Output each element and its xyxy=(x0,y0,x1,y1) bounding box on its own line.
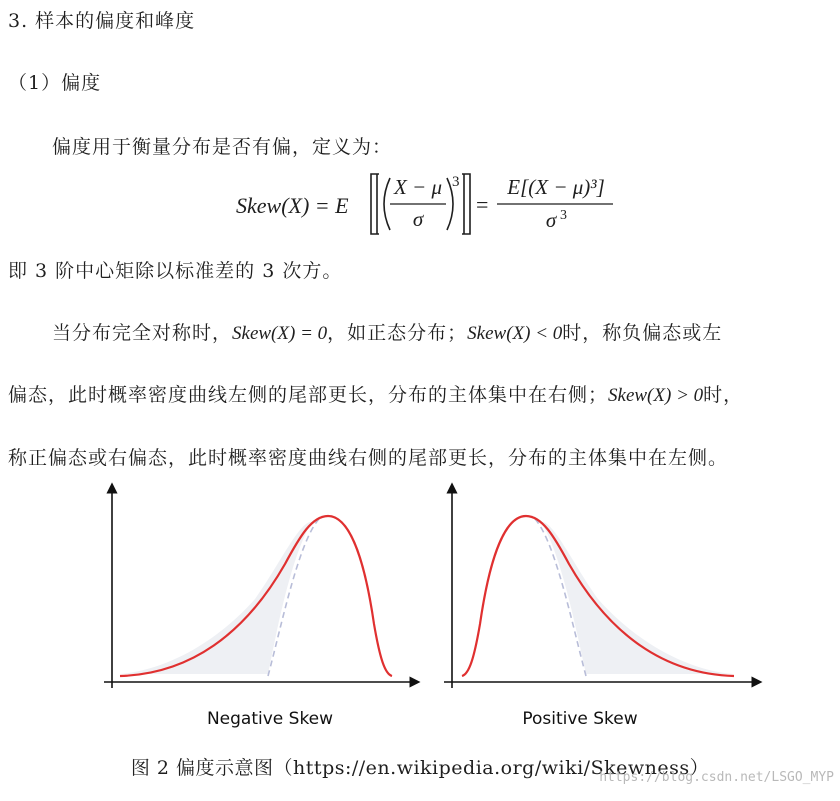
explain-text: 即 3 阶中心矩除以标准差的 3 次方。 xyxy=(8,260,343,282)
paragraph-line-2 xyxy=(8,380,743,407)
frac2-denominator: σ xyxy=(545,208,557,232)
frac1-denominator: σ xyxy=(412,207,424,231)
intro-text: 偏度用于衡量分布是否有偏，定义为： xyxy=(52,136,393,158)
skewness-figure xyxy=(0,474,840,744)
frac1-numerator: X − μ xyxy=(393,175,443,199)
para-l2-a: 偏态，此时概率密度曲线左侧的尾部更长，分布的主体集中在右侧； xyxy=(8,384,609,406)
left-paren xyxy=(384,178,390,230)
para-l1-c: 时，称负偏态或左 xyxy=(562,322,723,344)
formula-power: 3 xyxy=(452,174,460,190)
negative-skew-label: Negative Skew xyxy=(206,709,334,729)
frac2-denominator-power: 3 xyxy=(560,208,567,223)
subsection-title: （1）偏度 xyxy=(8,72,102,94)
formula-equals: = xyxy=(476,192,489,217)
frac2-numerator: E[(X − μ)³] xyxy=(507,175,605,199)
formula-lhs: Skew(X) = E xyxy=(236,193,349,218)
negative-skew-shaded-area xyxy=(120,522,312,674)
skewness-formula xyxy=(0,164,840,244)
skew-equals-zero: Skew(X) = 0 xyxy=(232,323,328,344)
skew-greater-than-zero: Skew(X) > 0 xyxy=(608,385,704,406)
section-title: 3. 样本的偏度和峰度 xyxy=(8,10,196,32)
negative-skew-panel xyxy=(104,488,415,729)
left-square-bracket xyxy=(371,174,379,234)
paragraph-line-1 xyxy=(52,318,722,345)
right-square-bracket xyxy=(462,174,470,234)
skew-less-than-zero: Skew(X) < 0 xyxy=(467,323,563,344)
para-l1-b: ，如正态分布； xyxy=(327,322,468,344)
positive-skew-label: Positive Skew xyxy=(522,709,638,729)
positive-skew-shaded-area xyxy=(541,522,733,674)
paragraph-line-3: 称正偏态或右偏态，此时概率密度曲线右侧的尾部更长，分布的主体集中在左侧。 xyxy=(8,447,729,469)
para-l2-b: 时， xyxy=(703,384,744,406)
watermark: https://blog.csdn.net/LSGO_MYP xyxy=(599,770,834,785)
figure-caption: 图 2 偏度示意图（https://en.wikipedia.org/wiki/Skewness） xyxy=(130,757,710,779)
para-l1-a: 当分布完全对称时， xyxy=(52,322,233,344)
positive-skew-panel xyxy=(444,488,757,729)
